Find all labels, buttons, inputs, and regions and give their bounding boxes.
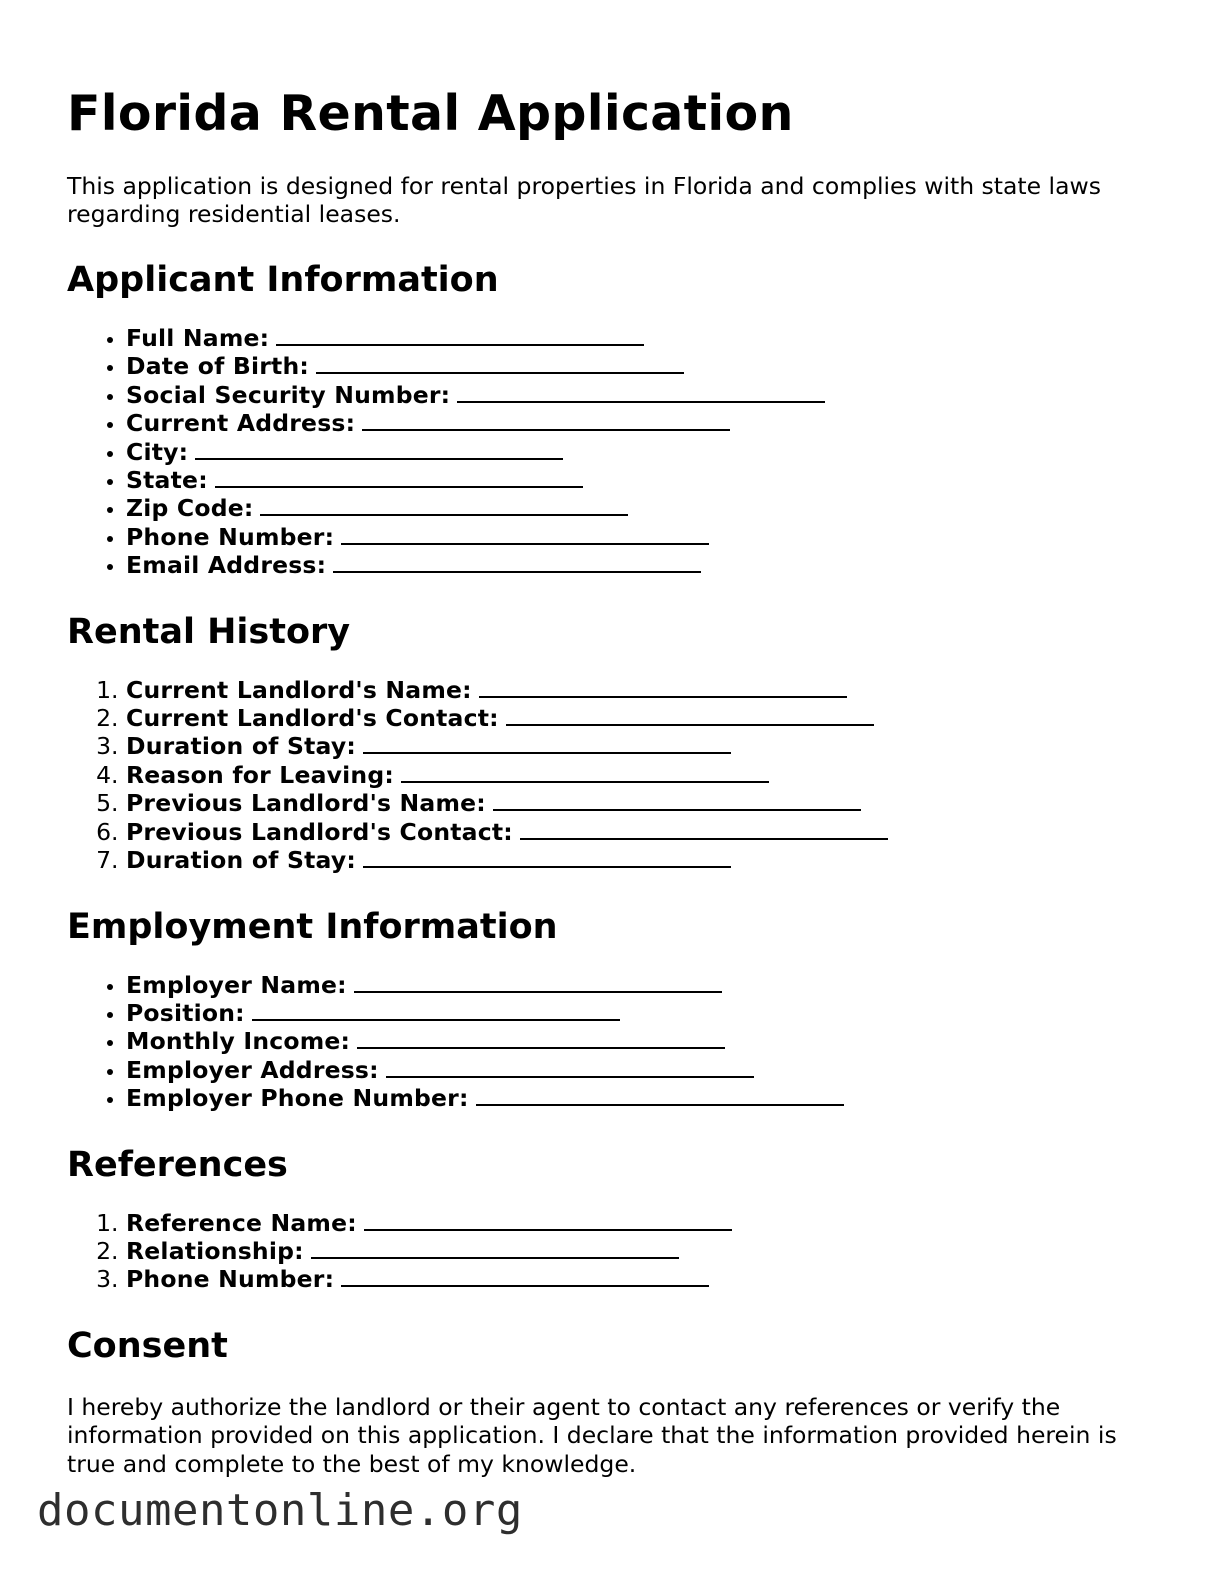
list-item	[126, 999, 1167, 1027]
references-fields-list	[67, 1209, 1167, 1294]
list-item	[126, 1265, 1167, 1293]
previous-duration-blank[interactable]	[363, 846, 731, 868]
list-item	[126, 466, 1167, 494]
list-item	[126, 494, 1167, 522]
ssn-blank[interactable]	[457, 381, 825, 403]
page-title: Florida Rental Application	[67, 85, 794, 142]
field-label: Current Landlord's Name:	[126, 675, 472, 704]
field-label: Duration of Stay:	[126, 846, 356, 875]
relationship-blank[interactable]	[311, 1237, 679, 1259]
current-duration-blank[interactable]	[363, 732, 731, 754]
list-item	[126, 381, 1167, 409]
list-item	[126, 409, 1167, 437]
field-label: Phone Number:	[126, 522, 335, 551]
list-item	[126, 1209, 1167, 1237]
field-label: Current Landlord's Contact:	[126, 704, 499, 733]
list-item	[126, 1027, 1167, 1055]
list-item	[126, 352, 1167, 380]
watermark: documentonline.org	[37, 1485, 523, 1536]
list-item	[126, 971, 1167, 999]
position-blank[interactable]	[252, 999, 620, 1021]
reference-phone-blank[interactable]	[341, 1265, 709, 1287]
list-item	[126, 676, 1167, 704]
section-heading-employment: Employment Information	[67, 906, 558, 947]
list-item	[126, 324, 1167, 352]
list-item	[126, 761, 1167, 789]
intro-paragraph: This application is designed for rental properties in Florida and complies with state laws regarding residential leases.	[67, 172, 1101, 228]
field-label: Position:	[126, 998, 245, 1027]
date-of-birth-blank[interactable]	[316, 352, 684, 374]
rental-history-fields-list	[67, 676, 1167, 875]
employment-fields-list	[67, 971, 1167, 1113]
list-item	[126, 1056, 1167, 1084]
list-item	[126, 438, 1167, 466]
field-label: Social Security Number:	[126, 380, 451, 409]
field-label: City:	[126, 437, 189, 466]
employer-phone-blank[interactable]	[476, 1084, 844, 1106]
list-item	[126, 704, 1167, 732]
phone-number-blank[interactable]	[341, 523, 709, 545]
list-item	[126, 732, 1167, 760]
section-heading-consent: Consent	[67, 1325, 228, 1366]
consent-paragraph: I hereby authorize the landlord or their agent to contact any references or verify the information provided on this application. I declare that the information provided herein is true and complete to the best of my knowledge.	[67, 1392, 1117, 1478]
field-label: Email Address:	[126, 551, 327, 580]
field-label: Employer Phone Number:	[126, 1084, 469, 1113]
field-label: Reference Name:	[126, 1208, 357, 1237]
field-label: Date of Birth:	[126, 352, 309, 381]
field-label: Previous Landlord's Contact:	[126, 817, 513, 846]
employer-address-blank[interactable]	[386, 1056, 754, 1078]
list-item	[126, 1084, 1167, 1112]
employer-name-blank[interactable]	[354, 971, 722, 993]
monthly-income-blank[interactable]	[357, 1027, 725, 1049]
field-label: Full Name:	[126, 324, 270, 352]
list-item	[126, 846, 1167, 874]
applicant-fields-list	[67, 324, 1167, 580]
field-label: Monthly Income:	[126, 1027, 351, 1056]
field-label: Reason for Leaving:	[126, 760, 394, 789]
list-item	[126, 523, 1167, 551]
list-item	[126, 1237, 1167, 1265]
field-label: Current Address:	[126, 409, 356, 438]
section-heading-applicant: Applicant Information	[67, 260, 499, 300]
field-label: Relationship:	[126, 1236, 304, 1265]
previous-landlord-name-blank[interactable]	[493, 789, 861, 811]
field-label: Duration of Stay:	[126, 732, 356, 761]
field-label: State:	[126, 466, 208, 495]
field-label: Employer Address:	[126, 1055, 379, 1084]
field-label: Zip Code:	[126, 494, 254, 523]
field-label: Employer Name:	[126, 970, 347, 999]
reason-for-leaving-blank[interactable]	[401, 761, 769, 783]
full-name-blank[interactable]	[276, 324, 644, 346]
state-blank[interactable]	[215, 466, 583, 488]
email-address-blank[interactable]	[333, 551, 701, 573]
field-label: Previous Landlord's Name:	[126, 789, 486, 818]
field-label: Phone Number:	[126, 1265, 335, 1294]
zip-code-blank[interactable]	[260, 494, 628, 516]
previous-landlord-contact-blank[interactable]	[520, 818, 888, 840]
list-item	[126, 818, 1167, 846]
list-item	[126, 789, 1167, 817]
current-landlord-contact-blank[interactable]	[506, 704, 874, 726]
document-page	[67, 82, 1167, 1478]
current-landlord-name-blank[interactable]	[479, 676, 847, 698]
city-blank[interactable]	[195, 438, 563, 460]
reference-name-blank[interactable]	[364, 1209, 732, 1231]
section-heading-rental-history: Rental History	[67, 611, 351, 652]
section-heading-references: References	[67, 1144, 288, 1185]
current-address-blank[interactable]	[362, 409, 730, 431]
list-item	[126, 551, 1167, 579]
